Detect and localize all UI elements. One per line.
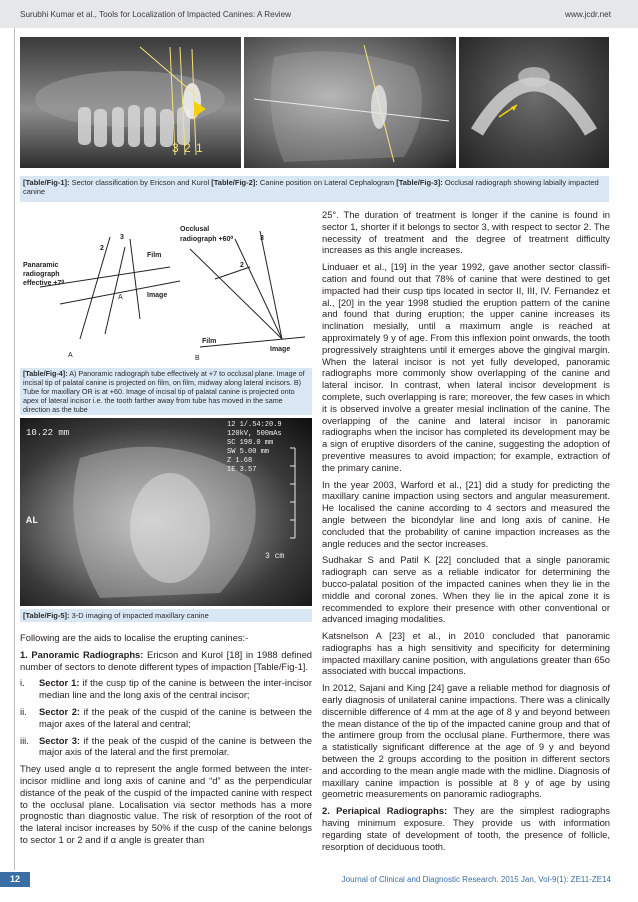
sudhakar-paragraph: Sudhakar S and Patil K [22] concluded that a single panoramic radiograph can serve as a reliable indicator for determining the bucco-palatal position of the impacted canines when they lie in the middle and coronal zones. When they lie in the apical zone it is recommended to explore their presence with other conventional or advanced imaging modalities.: [322, 554, 610, 625]
periapical-text: They are the simplest radiographs having minimum exposure. They provide us with information regarding state of development of tooth, the presence of follicle, resorption of deciduous tooth.: [322, 805, 610, 852]
fig2-caption-label: [Table/Fig-2]:: [211, 178, 258, 187]
page-header: [0, 0, 638, 28]
fig4-b-num-3: 3: [260, 235, 264, 242]
sector-2-text: if the peak of the cuspid of the canine is between the major axes of the lateral and central;: [39, 705, 313, 729]
fig5-caption-text: 3-D imaging of impacted maxillary canine: [69, 611, 209, 620]
angle-alpha-paragraph: They used angle α to represent the angle formed between the inter-incisor midline and long axis of canine and “d” as the perpendicular distance of the peak of the cuspid of the impacted canine with respect to the occlusal plane. Localisation via sector methods has a more prognostic than diagnostic value. The risk of resorption of the root of the lateral incisor increases by 50% if the cusp of the canine belongs to sector 1 or 2 and if α angle is greater than: [20, 763, 312, 845]
running-title: Surubhi Kumar et al., Tools for Localization of Impacted Canines: A Review: [20, 10, 292, 19]
fig5-overlay-al: AL: [26, 516, 39, 527]
fig4-projection-diagram: [20, 209, 312, 366]
fig3-overlay: [459, 37, 609, 168]
fig4-a-image: Image: [147, 292, 168, 299]
fig4-a-num-2: 2: [100, 245, 104, 252]
fig3-caption-label: [Table/Fig-3]:: [396, 178, 443, 187]
sector-3-text: if the peak of the cuspid of the canine is between the major axis of the lateral and the first premolar.: [39, 734, 313, 758]
fig1-overlay: [20, 37, 241, 168]
fig4-caption-text: A) Panoramic radiograph tube effectively at +7 to occlusal plane. Image of incisal tip of palatal canine is projected on film, on film, midway along lateral incisors. B) Tube for maxillary OR is at +60. Image of incisal tip of palatal canine is projected onto apex of lateral incisor i.e. the tooth farther away from tube has moved in the same direction as the tube: [23, 369, 305, 414]
journal-citation: Journal of Clinical and Diagnostic Research. 2015 Jan, Vol-9(1): ZE11-ZE14: [341, 875, 611, 884]
fig4-a-num-3: 3: [120, 234, 124, 241]
fig5-scale-label: 3 cm: [265, 552, 285, 561]
panoramic-heading: 1. Panoramic Radiographs:: [20, 648, 144, 660]
fig4-b-label: B: [195, 355, 200, 362]
fig2-caption-text: Canine position on Lateral Cephalogram: [257, 178, 397, 187]
fig4-a-label: A: [68, 352, 73, 359]
linduaer-paragraph: Linduaer et al., [19] in the year 1992, gave another sector classifi-cation and found out that 78% of canine that were destined to get impacted had their cusp tips located in sector II, III, IV. Fernandez et al., [20] in the year 1998 studied the eruption pattern of the canine and found that during eruption; the upper canine increases its inclination mesially, until a maximum angle is reached at approximately 9 y of age. From this inflexion point onwards, the tooth progressively straightens until it emerges above the gingival margin. When the lateral incisor is not yet fully developed, panoramic radiographs more commonly show overlapping of the canine and lateral incisor. In contrast, when lateral incisor development is complete, such overlapping is rare; moreover, the few cases in which it is observed involve a greater mesial inclination of the canine. The overlapping of the canine and lateral incisor in panoramic radiographs when the incisor has completed its development may be a sign of eruptive disorders of the canine, suggesting the adoption of preventive measures to avoid impaction; for example, extraction of the primary canine.: [322, 261, 610, 473]
sector-1-num: i.: [20, 677, 25, 689]
fig5-overlay-line-5: Z 1.68: [227, 457, 253, 465]
fig5-caption-label: [Table/Fig-5]:: [23, 611, 70, 620]
fig4-svg: [20, 209, 312, 366]
fig4-a-small: A: [118, 294, 123, 301]
fig5-overlay-line-4: SW 5.00 mm: [227, 448, 270, 456]
left-column: [20, 632, 312, 851]
katsnelson-paragraph: Katsnelson A [23] et al., in 2010 concluded that panoramic radiographs has a high sensitivity and specificity for determining impacted maxillary canine position, with angulations greater than 65o associated with buccal impactions.: [322, 630, 610, 677]
panoramic-paragraph: [20, 649, 312, 673]
fig4-occlusal-label-1: Occlusal: [180, 226, 210, 233]
fig5-overlay-line-3: SC 198.0 mm: [227, 439, 274, 447]
fig1-sector-1: 1: [196, 141, 203, 155]
journal-url[interactable]: www.jcdr.net: [565, 10, 611, 19]
fig4-b-film: Film: [202, 338, 217, 345]
fig1-sector-3: 3: [172, 141, 179, 155]
sector-1-label: Sector 1:: [39, 677, 80, 689]
margin-rule: [14, 28, 15, 870]
fig4-pano-label-2: radiograph: [23, 271, 60, 278]
sector-list-item: [20, 677, 312, 701]
fig3-caption-text: Occlusal radiograph showing labially impacted canine: [23, 178, 599, 197]
sector-list-item: [20, 706, 312, 730]
panoramic-text: Ericson and Kurol [18] in 1988 defined number of sectors to denote different types of impaction [Table/Fig-1].: [20, 648, 312, 672]
page-footer: [0, 872, 638, 888]
sector-3-num: iii.: [20, 734, 29, 746]
sajani-paragraph: In 2012, Sajani and King [24] gave a reliable method for diagnosis of early diagnosis of unilateral canine impactions. There was a clinically discernible difference of 4 mm at the age of 8 y and beyond between the mean distance of the tip of the impacted canine group and that of the antimere group from the occlusal plane. Furthermore, there was a statistically significant difference at the age of 9 y and beyond between the 2 groups according to the position in different sectors and according to the mean angle made with the midline. Diagnosis of maxillary canine impaction is possible at 8 y of age by using geometric measurements on panoramic radiographs.: [322, 682, 610, 800]
fig4-occlusal-label-2: radiograph +60⁰: [180, 236, 234, 243]
fig5-overlay-top-left: 10.22 mm: [26, 428, 70, 438]
sector-2-num: ii.: [20, 705, 27, 717]
fig4-b-num-2: 2: [240, 262, 244, 269]
figs-1-3-caption: [20, 176, 609, 202]
fig4-a-film: Film: [147, 252, 162, 259]
fig1-sector-2: 2: [184, 141, 191, 155]
fig5-ct-image: [20, 418, 312, 606]
page-number: 12: [0, 872, 30, 887]
fig3-occlusal-radiograph: [459, 37, 609, 168]
aids-intro: Following are the aids to localise the erupting canines:-: [20, 632, 249, 643]
fig4-caption: [20, 368, 312, 415]
sector-1-text: if the cusp tip of the canine is between the inter-incisor median line and the long axis of the central incisor;: [39, 677, 312, 701]
right-column: [322, 209, 610, 857]
fig1-caption-label: [Table/Fig-1]:: [23, 178, 70, 187]
fig5-caption: [20, 609, 312, 622]
fig5-overlay-line-2: 120kV, 500mAs: [227, 430, 282, 438]
warford-paragraph: In the year 2003, Warford et al., [21] did a study for predicting the maxillary canine impaction using sectors and angular measurement. He localised the canine according to 4 sectors and measured the angle between the bicondylar line and long axis of canine. He concluded that the probability of canine impaction increases as the angle reduces and the sector increases.: [322, 478, 610, 549]
fig4-pano-label-1: Panaramic: [23, 262, 59, 269]
fig5-overlay-line-1: 12 1/.54:20.9: [227, 421, 282, 429]
sector-3-label: Sector 3:: [39, 734, 81, 746]
periapical-paragraph: [322, 805, 610, 852]
fig2-overlay: [244, 37, 456, 168]
sector-2-label: Sector 2:: [39, 705, 81, 717]
fig5-overlay-line-6: IE 3.57: [227, 466, 257, 474]
treatment-duration-paragraph: 25°. The duration of treatment is longer if the canine is found in sector 1, shorter if it belongs to sector 3, with respect to sector 2. The necessity of treatment and the degree of treatment difficulty increases as this angle increases.: [322, 209, 610, 256]
periapical-heading: 2. Periapical Radiographs:: [322, 805, 448, 817]
fig1-panoramic-radiograph: [20, 37, 241, 168]
fig4-caption-label: [Table/Fig-4]:: [23, 369, 68, 378]
fig4-b-image: Image: [270, 346, 291, 353]
fig2-lateral-cephalogram: [244, 37, 456, 168]
fig1-caption-text: Sector classification by Ericson and Kurol: [69, 178, 212, 187]
fig5-overlay: [20, 418, 312, 606]
sector-list-item: [20, 735, 312, 759]
fig4-pano-label-3: effective +7⁰: [23, 280, 65, 287]
